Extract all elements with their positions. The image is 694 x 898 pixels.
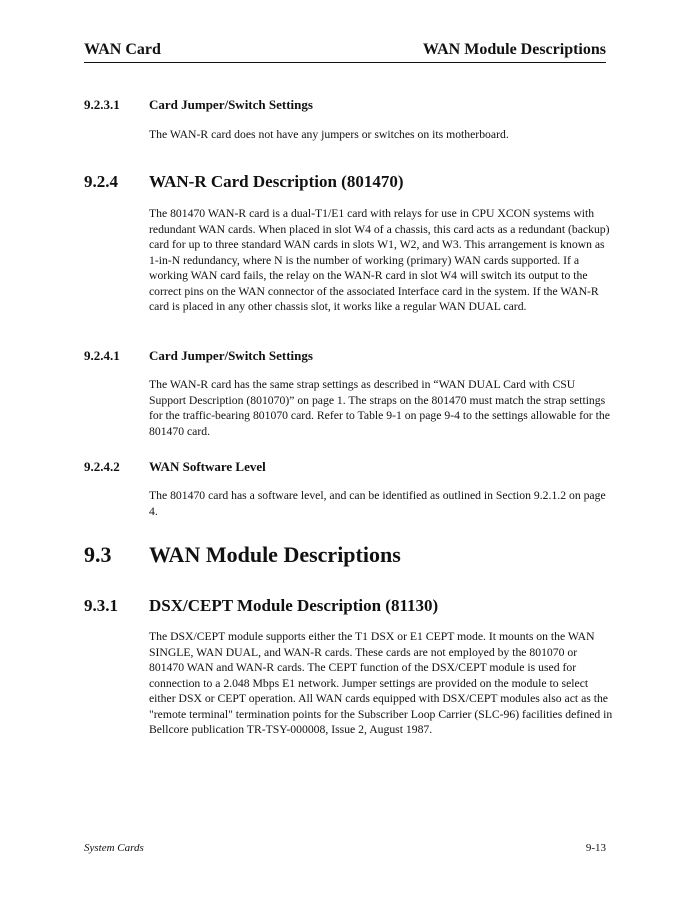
heading-9-3: [84, 542, 401, 568]
running-header-chapter: WAN Card: [84, 41, 161, 58]
heading-title: WAN-R Card Description (801470): [149, 172, 404, 191]
heading-number: 9.2.3.1: [84, 97, 120, 112]
heading-9-2-4-1: [84, 348, 313, 364]
heading-9-2-4: [84, 172, 404, 192]
page-number: 9-13: [585, 842, 606, 854]
heading-title: WAN Module Descriptions: [149, 542, 401, 567]
paragraph-9-2-4: The 801470 WAN-R card is a dual-T1/E1 card with relays for use in CPU XCON systems with redundant WAN cards. When placed in slot W4 of a chassis, this card acts as a redundant (backup) card for up to three standard WAN cards in slots W1, W2, and W3. This arrangement is known as 1-in-N redundancy, where N is the number of working (primary) WAN cards supported. If a working WAN card fails, the relay on the WAN-R card in slot W4 will switch its output to the correct pins on the WAN connector of the associated Interface card in the system. If the WAN-R card is placed in any other chassis slot, it works like a regular WAN DUAL card.: [149, 207, 610, 313]
heading-title: WAN Software Level: [149, 459, 266, 474]
heading-number: 9.2.4.2: [84, 459, 120, 474]
heading-title: Card Jumper/Switch Settings: [149, 97, 313, 112]
heading-9-3-1: [84, 596, 438, 616]
paragraph-9-3-1: The DSX/CEPT module supports either the T1 DSX or E1 CEPT mode. It mounts on the WAN SINGLE, WAN DUAL, and WAN-R cards. These cards are not employed by the 801070 or 801470 WAN and WAN-R cards. The CEPT function of the DSX/CEPT module is used for connection to a 2.048 Mbps E1 network. Jumper settings are provided on the module to select either DSX or CEPT operation. All WAN cards equipped with DSX/CEPT modules also act as the "remote terminal" termination points for the Subscriber Loop Carrier (SLC-96) facilities defined in Bellcore publication TR-TSY-000008, Issue 2, August 1987.: [149, 630, 613, 736]
running-header-section: WAN Module Descriptions: [422, 41, 606, 58]
heading-number: 9.3.1: [84, 596, 118, 615]
heading-number: 9.2.4.1: [84, 348, 120, 363]
heading-9-2-3-1: [84, 97, 313, 113]
heading-title: Card Jumper/Switch Settings: [149, 348, 313, 363]
paragraph-9-2-4-1: The WAN-R card has the same strap settings as described in “WAN DUAL Card with CSU Support Description (801070)” on page 1. The straps on the 801470 must match the strap settings for the traffic-bearing 801070 card. Refer to Table 9-1 on page 9-4 to the settings allowable for the 801470 card.: [149, 378, 610, 438]
heading-9-2-4-2: [84, 459, 266, 475]
heading-number: 9.2.4: [84, 172, 118, 191]
heading-title: DSX/CEPT Module Description (81130): [149, 596, 439, 615]
header-divider: [84, 62, 606, 63]
paragraph-9-2-4-2: The 801470 card has a software level, and can be identified as outlined in Section 9.2.1.2 on page 4.: [149, 489, 606, 518]
paragraph-9-2-3-1: The WAN-R card does not have any jumpers or switches on its motherboard.: [149, 128, 509, 141]
running-footer-title: System Cards: [84, 842, 144, 854]
heading-number: 9.3: [84, 542, 112, 567]
